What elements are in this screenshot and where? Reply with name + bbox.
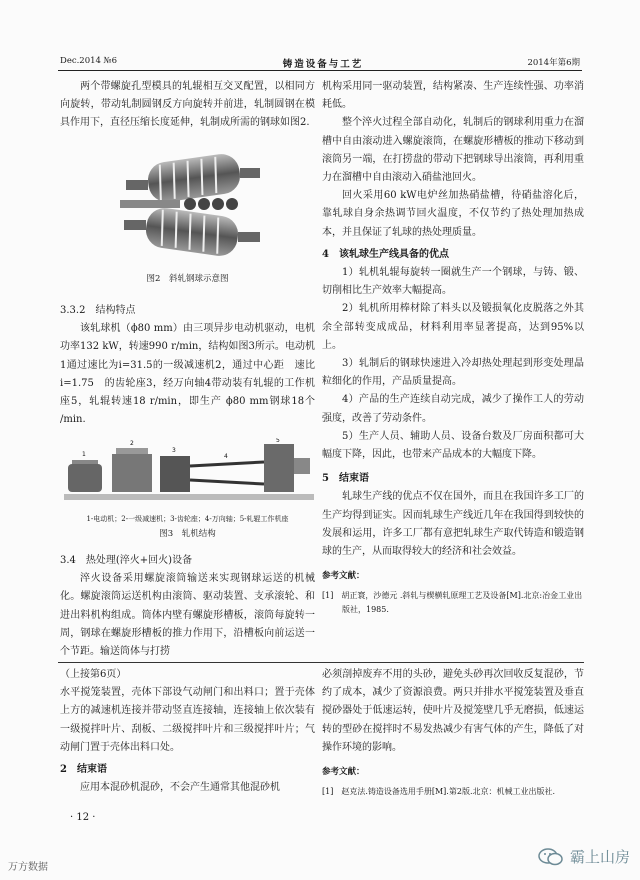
svg-text:2: 2	[130, 440, 134, 447]
left-column-bottom	[60, 552, 315, 661]
paragraph: 轧球生产线的优点不仅在国外，而且在我国许多工厂的生产均得到证实。因而轧球生产线近几年在我国得到较快的发展和运用，许多工厂都有意把轧球生产取代铸造和锻造钢球的生产，从而取得较大的经济和社会效益。	[322, 491, 584, 558]
section-3-4-heading: 3.4 热处理(淬火+回火)设备	[60, 555, 193, 566]
figure-2-skew-rolling-diagram	[118, 150, 268, 260]
wechat-icon	[538, 847, 564, 867]
watermark-text: 霸上山房	[569, 848, 630, 866]
section-3-3-2-heading: 3.3.2 结构特点	[60, 305, 136, 316]
list-item: 5）生产人员、辅助人员、设备台数及厂房面积都可大幅度下降，因此，也带来产品成本的大幅度下降。	[322, 430, 584, 461]
section-5-heading: 5 结束语	[322, 473, 369, 485]
source-label: 万方数据	[8, 862, 48, 873]
references-heading: 参考文献：	[322, 571, 365, 582]
header-journal-title: 铸造设备与工艺	[282, 59, 364, 70]
paragraph: 必须剖掉废弃不用的头砂，避免头砂再次回收反复混砂，节约了成本，减少了资源浪费。两只并排水平搅笼装置及垂直搅砂器处于低速运转，使叶片及搅笼壁几乎无磨损，低速运转的型砂在搅拌时不易发热减少有害气体的产生，降低了对操作环境的影响。	[322, 669, 584, 753]
reference-item: [1] 赵克法.铸造设备选用手册[M].第2版.北京：机械工业出版社.	[322, 787, 556, 797]
page-number: · 12 ·	[70, 812, 96, 823]
paragraph: 整个淬火过程全部自动化，轧制后的钢球利用重力在溜槽中自由滚动进入螺旋滚筒，在螺旋形槽板的推动下移动到滚筒另一端，在打捞盘的带动下把钢球导出滚筒，再利用重力在溜槽中自由滚动入硝盐池回火。	[322, 117, 584, 184]
paragraph: 回火采用60 kW电炉丝加热硝盐槽，待硝盐溶化后，靠轧球自身余热调节回火温度，不仅节约了热处理加热成本，并且保证了轧球的热处理质量。	[322, 190, 584, 238]
paragraph: 机构采用同一驱动装置，结构紧凑、生产连续性强、功率消耗低。	[322, 81, 584, 111]
header-issue-en: Dec.2014 №6	[60, 56, 118, 66]
references-heading: 参考文献：	[322, 767, 365, 778]
right-column	[322, 78, 584, 617]
figure-3-caption: 图3 轧机结构	[159, 529, 216, 539]
svg-text:5: 5	[276, 438, 280, 444]
svg-text:3: 3	[172, 447, 176, 454]
list-item: 2）轧机所用棒材除了料头以及锻损氧化皮脱落之外其余全部转变成成品，材料利用率显著提高，达到95%以上。	[322, 303, 584, 351]
header-issue-cn: 2014年第6期	[527, 58, 580, 68]
figure-2-caption-block	[60, 270, 315, 288]
paragraph: 水平搅笼装置，壳体下部设气动闸门和出料口；置于壳体上方的减速机连接并带动竖直连接轴，连接轴上依次装有一级搅拌叶片、刮板、二级搅拌叶片和三级搅拌叶片；气动闸门置于壳体出料口处。	[60, 687, 315, 753]
continued-note: （上接第6页）	[60, 669, 127, 680]
list-item: 4）产品的生产连续自动完成，减少了操作工人的劳动强度，改善了劳动条件。	[322, 394, 584, 424]
left-column-middle	[60, 302, 315, 429]
svg-text:4: 4	[224, 453, 228, 460]
paragraph: 两个带螺旋孔型模具的轧辊相互交叉配置，以相同方向旋转，带动轧制圆钢反方向旋转并前进，轧制圆钢在模具作用下，直径压缩长度延伸，轧制成所需的钢球如图2.	[60, 81, 315, 129]
list-item: 3）轧制后的钢球快速进入冷却热处理起到形变处理晶粒细化的作用，产品质量提高。	[322, 358, 584, 388]
figure-2-caption: 图2 斜轧钢球示意图	[146, 274, 229, 284]
figure-3-legend: 1-电动机；2-一级减速机；3-齿轮座；4-万向轴；5-轧辊工作机座	[86, 515, 289, 523]
bottom-left-column	[60, 666, 315, 797]
left-column-top	[60, 78, 315, 133]
paragraph: 应用本混砂机混砂，不会产生通常其他混砂机	[80, 782, 280, 794]
paragraph: 淬火设备采用螺旋滚筒输送来实现钢球运送的机械化。螺旋滚筒运送机构由滚筒、驱动装置、支承滚轮、和进出料机构组成。筒体内壁有螺旋形槽板，滚筒每旋转一周，钢球在螺旋形槽板的推力作用下，沿槽板向前运送一个节距。输送筒体与打捞	[60, 573, 315, 658]
figure-3-rolling-mill-diagram	[64, 438, 314, 506]
header-rule	[58, 70, 582, 71]
svg-text:1: 1	[82, 451, 86, 458]
bottom-right-column	[322, 666, 584, 799]
reference-item: [1] 胡正寰，沙德元 .斜轧与楔横轧原理工艺及设备[M].北京:冶金工业出版社，1985.	[322, 591, 583, 615]
section-2-heading: 2 结束语	[60, 764, 107, 776]
paragraph: 该轧球机（ϕ80 mm）由三项异步电动机驱动，电机功率132 kW，转速990 r/min，结构如图3所示。电动机1通过速比为i=31.5的一级减速机2，通过中心距 速比i=1.75 的齿轮座3，经万向轴4带动装有轧辊的工作机座5，轧辊转速18 r/min，即生产 ϕ80 mm钢球18个 /min.	[60, 323, 315, 426]
figure-3-captions	[60, 512, 315, 542]
watermark	[538, 846, 630, 867]
article-divider	[58, 662, 584, 663]
section-4-heading: 4 该轧球生产线具备的优点	[322, 248, 449, 260]
list-item: 1）轧机轧辊每旋转一圈就生产一个钢球，与铸、锻、切削相比生产效率大幅提高。	[322, 267, 584, 297]
